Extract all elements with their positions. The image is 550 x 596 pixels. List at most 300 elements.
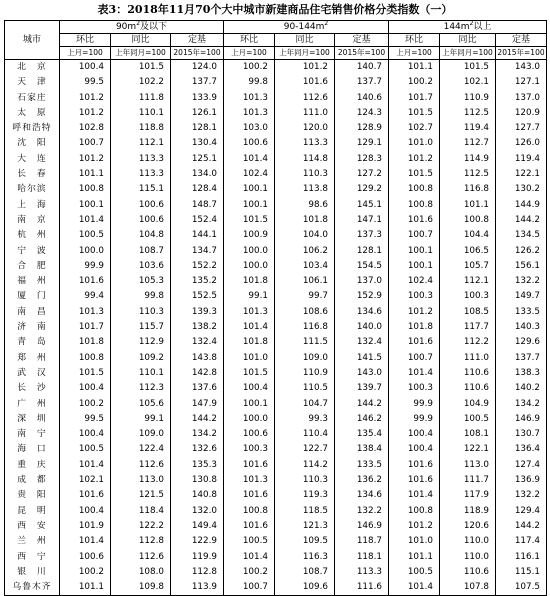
- index-value: 101.2: [60, 152, 111, 167]
- table-row: [5, 121, 547, 136]
- index-value: 112.1: [440, 274, 496, 289]
- group-label: 90m: [115, 22, 137, 32]
- index-value: 118.4: [111, 504, 171, 519]
- index-value: 113.3: [111, 152, 171, 167]
- index-value: 100.5: [60, 442, 111, 457]
- city-name: 成 都: [5, 473, 60, 488]
- index-value: 134.0: [171, 167, 224, 182]
- index-value: 127.1: [496, 75, 547, 90]
- table-row: [5, 488, 547, 503]
- index-value: 130.2: [496, 182, 547, 197]
- index-value: 120.9: [496, 106, 547, 121]
- index-value: 117.9: [440, 488, 496, 503]
- index-value: 114.9: [440, 152, 496, 167]
- city-name: 重 庆: [5, 458, 60, 473]
- index-value: 144.2: [171, 412, 224, 427]
- index-value: 101.0: [389, 136, 440, 151]
- index-value: 132.2: [496, 488, 547, 503]
- table-row: [5, 244, 547, 259]
- index-value: 110.0: [440, 550, 496, 565]
- table-header: [5, 21, 547, 60]
- index-value: 139.3: [171, 305, 224, 320]
- city-name: 南 京: [5, 213, 60, 228]
- index-value: 99.9: [60, 259, 111, 274]
- table-row: [5, 198, 547, 213]
- index-value: 100.4: [224, 381, 275, 396]
- index-value: 147.1: [335, 213, 389, 228]
- index-value: 110.5: [275, 381, 335, 396]
- index-value: 109.6: [275, 580, 335, 596]
- table-row: [5, 427, 547, 442]
- index-value: 116.3: [275, 550, 335, 565]
- index-value: 124.0: [171, 60, 224, 76]
- index-value: 100.9: [224, 228, 275, 243]
- index-value: 101.1: [60, 167, 111, 182]
- index-value: 113.0: [440, 458, 496, 473]
- index-value: 108.5: [440, 305, 496, 320]
- index-value: 135.2: [171, 274, 224, 289]
- index-value: 101.8: [224, 274, 275, 289]
- index-value: 154.5: [335, 259, 389, 274]
- index-value: 152.9: [335, 289, 389, 304]
- index-value: 143.0: [496, 60, 547, 76]
- index-value: 128.3: [335, 152, 389, 167]
- index-value: 101.6: [224, 519, 275, 534]
- base-header: 2015年=100: [496, 47, 547, 60]
- index-value: 116.8: [440, 182, 496, 197]
- index-value: 126.1: [171, 106, 224, 121]
- index-value: 100.8: [389, 198, 440, 213]
- table-row: [5, 182, 547, 197]
- index-value: 102.4: [224, 167, 275, 182]
- index-value: 100.8: [224, 504, 275, 519]
- city-name: 昆 明: [5, 504, 60, 519]
- index-value: 100.4: [389, 427, 440, 442]
- base-header: 上年同月=100: [111, 47, 171, 60]
- index-value: 149.4: [171, 519, 224, 534]
- table-row: [5, 565, 547, 580]
- index-value: 132.0: [171, 504, 224, 519]
- index-value: 101.3: [224, 91, 275, 106]
- city-name: 济 南: [5, 320, 60, 335]
- city-name: 沈 阳: [5, 136, 60, 151]
- index-value: 111.8: [111, 91, 171, 106]
- table-row: [5, 519, 547, 534]
- index-value: 140.2: [496, 381, 547, 396]
- city-name: 银 川: [5, 565, 60, 580]
- index-value: 101.4: [60, 458, 111, 473]
- index-value: 142.8: [171, 366, 224, 381]
- index-value: 138.2: [171, 320, 224, 335]
- index-value: 110.3: [275, 473, 335, 488]
- index-value: 110.1: [111, 366, 171, 381]
- index-value: 101.3: [224, 106, 275, 121]
- index-value: 100.5: [224, 534, 275, 549]
- index-value: 100.0: [224, 412, 275, 427]
- table-title: 表3：2018年11月70个大中城市新建商品住宅销售价格分类指数（一）: [97, 3, 453, 16]
- city-name: 福 州: [5, 274, 60, 289]
- index-value: 108.6: [275, 305, 335, 320]
- index-value: 140.7: [335, 60, 389, 76]
- table-row: [5, 534, 547, 549]
- index-value: 103.4: [275, 259, 335, 274]
- index-value: 129.6: [496, 335, 547, 350]
- index-value: 143.0: [335, 366, 389, 381]
- index-value: 100.8: [60, 182, 111, 197]
- index-value: 101.8: [224, 335, 275, 350]
- index-value: 101.6: [389, 473, 440, 488]
- index-value: 112.6: [275, 91, 335, 106]
- sub-header: 环比: [60, 34, 111, 47]
- table-row: [5, 60, 547, 76]
- index-value: 100.7: [389, 351, 440, 366]
- index-value: 118.8: [111, 121, 171, 136]
- index-value: 100.4: [60, 60, 111, 76]
- index-value: 152.4: [171, 213, 224, 228]
- index-value: 137.7: [496, 351, 547, 366]
- index-value: 100.3: [224, 442, 275, 457]
- index-value: 101.4: [389, 580, 440, 596]
- index-value: 135.4: [335, 427, 389, 442]
- index-value: 132.4: [335, 335, 389, 350]
- table-row: [5, 75, 547, 90]
- index-value: 101.2: [275, 60, 335, 76]
- index-value: 109.0: [111, 427, 171, 442]
- group-label-sup: 2: [324, 20, 329, 27]
- index-value: 109.0: [275, 351, 335, 366]
- city-name: 西 宁: [5, 550, 60, 565]
- table-row: [5, 442, 547, 457]
- index-value: 101.3: [224, 473, 275, 488]
- sub-header: 定基: [171, 34, 224, 47]
- index-value: 122.1: [496, 167, 547, 182]
- base-header: 上月=100: [60, 47, 111, 60]
- index-value: 100.7: [389, 228, 440, 243]
- index-value: 127.4: [496, 458, 547, 473]
- index-value: 99.3: [275, 412, 335, 427]
- index-value: 101.2: [389, 152, 440, 167]
- index-value: 100.6: [60, 550, 111, 565]
- index-value: 126.2: [496, 244, 547, 259]
- city-name: 合 肥: [5, 259, 60, 274]
- index-value: 100.4: [60, 504, 111, 519]
- index-value: 134.7: [171, 244, 224, 259]
- index-value: 102.4: [389, 274, 440, 289]
- city-name: 南 昌: [5, 305, 60, 320]
- index-value: 101.9: [60, 519, 111, 534]
- index-value: 101.5: [389, 167, 440, 182]
- index-value: 98.6: [275, 198, 335, 213]
- index-value: 140.3: [496, 320, 547, 335]
- index-value: 118.5: [275, 504, 335, 519]
- index-value: 109.2: [111, 351, 171, 366]
- index-value: 134.6: [335, 488, 389, 503]
- index-value: 106.2: [275, 244, 335, 259]
- group-label: 90-144m: [283, 22, 325, 32]
- index-value: 101.6: [389, 458, 440, 473]
- index-value: 101.2: [60, 91, 111, 106]
- city-name: 大 连: [5, 152, 60, 167]
- index-value: 100.0: [60, 244, 111, 259]
- city-name: 宁 波: [5, 244, 60, 259]
- index-value: 100.8: [440, 213, 496, 228]
- index-value: 105.7: [440, 259, 496, 274]
- index-value: 122.2: [111, 519, 171, 534]
- index-value: 110.6: [440, 366, 496, 381]
- index-value: 113.3: [111, 167, 171, 182]
- index-value: 108.7: [275, 565, 335, 580]
- index-value: 100.5: [389, 565, 440, 580]
- index-value: 106.1: [275, 274, 335, 289]
- index-value: 100.1: [60, 198, 111, 213]
- index-value: 117.7: [440, 320, 496, 335]
- table-row: [5, 106, 547, 121]
- index-value: 100.6: [111, 198, 171, 213]
- index-value: 113.8: [275, 182, 335, 197]
- index-value: 100.7: [224, 580, 275, 596]
- index-value: 118.1: [335, 550, 389, 565]
- index-value: 114.8: [275, 152, 335, 167]
- index-value: 100.1: [224, 198, 275, 213]
- index-value: 143.8: [171, 351, 224, 366]
- index-value: 101.4: [60, 213, 111, 228]
- index-value: 149.7: [496, 289, 547, 304]
- city-name: 北 京: [5, 60, 60, 76]
- index-value: 134.5: [496, 228, 547, 243]
- index-value: 110.3: [111, 305, 171, 320]
- index-value: 152.2: [171, 259, 224, 274]
- index-value: 104.4: [440, 228, 496, 243]
- index-value: 116.8: [275, 320, 335, 335]
- index-value: 112.8: [171, 565, 224, 580]
- index-value: 101.6: [389, 335, 440, 350]
- city-name: 武 汉: [5, 366, 60, 381]
- group-label-suffix: 及以下: [140, 22, 168, 32]
- index-value: 100.4: [389, 442, 440, 457]
- index-value: 132.2: [496, 274, 547, 289]
- index-value: 156.1: [496, 259, 547, 274]
- index-value: 140.0: [335, 320, 389, 335]
- index-value: 100.5: [60, 228, 111, 243]
- index-value: 121.5: [111, 488, 171, 503]
- index-value: 115.1: [111, 182, 171, 197]
- index-value: 102.8: [60, 121, 111, 136]
- index-value: 146.9: [335, 519, 389, 534]
- index-value: 102.7: [389, 121, 440, 136]
- index-value: 134.2: [496, 397, 547, 412]
- group-header: [60, 21, 224, 34]
- city-name: 乌鲁木齐: [5, 580, 60, 596]
- index-value: 152.5: [171, 289, 224, 304]
- index-value: 121.3: [275, 519, 335, 534]
- index-value: 101.2: [389, 305, 440, 320]
- index-value: 134.2: [171, 427, 224, 442]
- index-value: 99.8: [111, 289, 171, 304]
- index-value: 137.0: [496, 91, 547, 106]
- sub-header: 定基: [496, 34, 547, 47]
- index-value: 137.3: [335, 228, 389, 243]
- table-row: [5, 228, 547, 243]
- index-value: 132.6: [171, 442, 224, 457]
- index-value: 146.2: [335, 412, 389, 427]
- index-value: 101.0: [389, 534, 440, 549]
- index-value: 101.0: [224, 351, 275, 366]
- index-value: 104.8: [111, 228, 171, 243]
- index-value: 104.7: [275, 397, 335, 412]
- city-name: 长 沙: [5, 381, 60, 396]
- index-value: 119.3: [275, 488, 335, 503]
- index-value: 125.1: [171, 152, 224, 167]
- city-name: 深 圳: [5, 412, 60, 427]
- table-row: [5, 136, 547, 151]
- index-value: 136.2: [335, 473, 389, 488]
- table-row: [5, 167, 547, 182]
- index-value: 104.9: [440, 397, 496, 412]
- index-value: 110.0: [440, 534, 496, 549]
- index-value: 139.7: [335, 381, 389, 396]
- city-column-header: 城市: [5, 21, 60, 60]
- index-value: 111.0: [440, 351, 496, 366]
- index-value: 103.0: [224, 121, 275, 136]
- index-value: 101.3: [60, 305, 111, 320]
- index-value: 109.5: [275, 534, 335, 549]
- index-value: 140.8: [171, 488, 224, 503]
- index-value: 129.4: [496, 504, 547, 519]
- index-value: 120.0: [275, 121, 335, 136]
- index-value: 130.8: [171, 473, 224, 488]
- index-value: 100.0: [224, 259, 275, 274]
- index-value: 100.8: [389, 504, 440, 519]
- city-name: 海 口: [5, 442, 60, 457]
- index-value: 105.3: [111, 274, 171, 289]
- index-value: 119.4: [440, 121, 496, 136]
- table-row: [5, 305, 547, 320]
- index-value: 100.1: [389, 244, 440, 259]
- base-header: 2015年=100: [171, 47, 224, 60]
- price-index-table: [4, 20, 547, 596]
- index-value: 133.5: [496, 305, 547, 320]
- index-value: 100.4: [60, 381, 111, 396]
- index-value: 100.8: [60, 351, 111, 366]
- index-value: 113.3: [275, 136, 335, 151]
- index-value: 145.1: [335, 198, 389, 213]
- index-value: 133.9: [171, 91, 224, 106]
- city-name: 贵 阳: [5, 488, 60, 503]
- index-value: 101.1: [440, 198, 496, 213]
- index-value: 100.6: [111, 213, 171, 228]
- index-value: 112.5: [440, 167, 496, 182]
- index-value: 100.7: [60, 136, 111, 151]
- index-value: 111.0: [275, 106, 335, 121]
- index-value: 101.5: [111, 60, 171, 76]
- index-value: 100.2: [60, 397, 111, 412]
- index-value: 100.1: [224, 397, 275, 412]
- index-value: 104.0: [275, 228, 335, 243]
- city-name: 青 岛: [5, 335, 60, 350]
- index-value: 100.1: [389, 259, 440, 274]
- index-value: 129.2: [335, 182, 389, 197]
- index-value: 99.7: [275, 289, 335, 304]
- index-value: 116.1: [496, 550, 547, 565]
- index-value: 103.6: [111, 259, 171, 274]
- table-row: [5, 289, 547, 304]
- index-value: 100.8: [389, 182, 440, 197]
- index-value: 101.6: [224, 488, 275, 503]
- index-value: 107.8: [440, 580, 496, 596]
- index-value: 101.4: [60, 534, 111, 549]
- index-value: 130.7: [496, 427, 547, 442]
- index-value: 108.0: [111, 565, 171, 580]
- index-value: 118.9: [440, 504, 496, 519]
- index-value: 137.7: [335, 75, 389, 90]
- index-value: 112.9: [111, 335, 171, 350]
- city-name: 太 原: [5, 106, 60, 121]
- table-row: [5, 91, 547, 106]
- table-row: [5, 152, 547, 167]
- index-value: 101.5: [224, 213, 275, 228]
- index-value: 100.1: [224, 182, 275, 197]
- sub-header: 定基: [335, 34, 389, 47]
- index-value: 109.8: [111, 580, 171, 596]
- index-value: 101.1: [60, 580, 111, 596]
- index-value: 105.6: [111, 397, 171, 412]
- index-value: 148.7: [171, 198, 224, 213]
- table-row: [5, 351, 547, 366]
- sub-header: 同比: [111, 34, 171, 47]
- index-value: 101.4: [389, 366, 440, 381]
- index-value: 126.0: [496, 136, 547, 151]
- index-value: 138.3: [496, 366, 547, 381]
- index-value: 115.7: [111, 320, 171, 335]
- index-value: 101.6: [275, 75, 335, 90]
- table-row: [5, 213, 547, 228]
- index-value: 101.6: [224, 458, 275, 473]
- index-value: 99.5: [60, 75, 111, 90]
- index-value: 100.3: [389, 381, 440, 396]
- index-value: 119.4: [496, 152, 547, 167]
- index-value: 144.1: [171, 228, 224, 243]
- index-value: 144.9: [496, 198, 547, 213]
- table-row: [5, 397, 547, 412]
- index-value: 122.1: [440, 442, 496, 457]
- table-body: [5, 60, 547, 596]
- index-value: 100.3: [440, 289, 496, 304]
- city-name: 呼和浩特: [5, 121, 60, 136]
- index-value: 141.5: [335, 351, 389, 366]
- index-value: 129.1: [335, 136, 389, 151]
- index-value: 113.9: [171, 580, 224, 596]
- index-value: 128.1: [335, 244, 389, 259]
- sub-header: 同比: [275, 34, 335, 47]
- index-value: 110.6: [440, 381, 496, 396]
- index-value: 101.8: [389, 320, 440, 335]
- index-value: 101.2: [389, 519, 440, 534]
- index-value: 100.2: [224, 565, 275, 580]
- city-name: 厦 门: [5, 289, 60, 304]
- table-row: [5, 381, 547, 396]
- table-row: [5, 259, 547, 274]
- index-value: 102.1: [440, 75, 496, 90]
- index-value: 101.4: [389, 488, 440, 503]
- index-value: 101.6: [60, 274, 111, 289]
- index-value: 99.9: [389, 397, 440, 412]
- index-value: 110.9: [275, 366, 335, 381]
- index-value: 112.7: [440, 136, 496, 151]
- index-value: 101.7: [60, 320, 111, 335]
- city-name: 长 春: [5, 167, 60, 182]
- index-value: 114.2: [275, 458, 335, 473]
- index-value: 132.2: [335, 504, 389, 519]
